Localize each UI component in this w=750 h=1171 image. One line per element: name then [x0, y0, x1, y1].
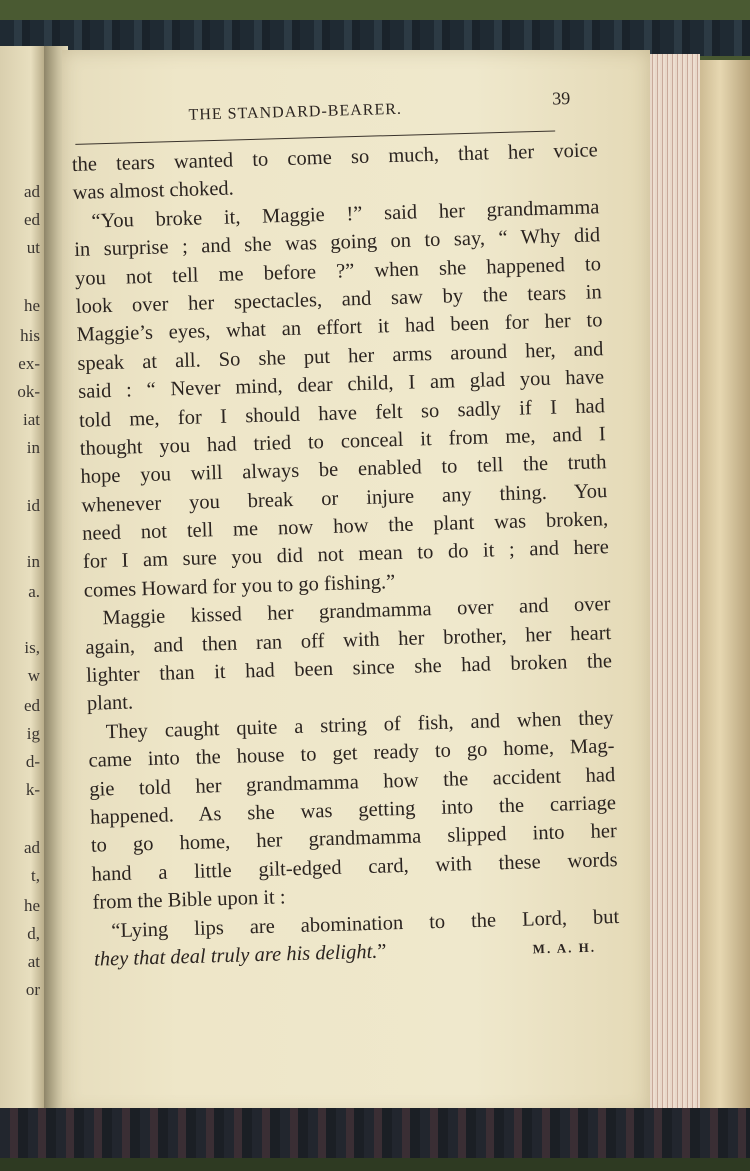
closing-quote-mark: ” — [377, 940, 387, 963]
text-line: plant. — [86, 691, 134, 716]
italic-scripture: they that deal truly are his delight. — [93, 940, 378, 971]
left-fragment: ut — [26, 238, 40, 257]
text-line: comes Howard for you to go fishing.” — [83, 570, 396, 602]
left-fragment: or — [25, 980, 40, 999]
text-line: Maggie kissed her grandmamma over and over — [102, 593, 611, 630]
text-line: whenever you break or injure any thing. You — [81, 479, 608, 517]
running-title: THE STANDARD-BEARER. — [188, 100, 403, 124]
text-line: They caught quite a string of fish, and when they — [105, 706, 614, 744]
text-line: for I am sure you did not mean to do it ; and here — [82, 536, 610, 574]
left-fragment: w — [27, 666, 40, 685]
left-fragment: a. — [28, 582, 40, 601]
left-fragment: in — [26, 552, 40, 571]
left-fragment: d, — [27, 924, 40, 943]
text-line: look over her spectacles, and saw by the tears in — [75, 281, 602, 318]
text-line: gie told her grandmamma how the accident had — [89, 763, 616, 801]
text-line: to go home, her grandmamma slipped into her — [90, 820, 618, 858]
text-line: was almost choked. — [72, 177, 235, 205]
left-fragment: he — [23, 296, 40, 315]
text-line: need not tell me now how the plant was broken, — [81, 508, 609, 545]
left-fragment: ed — [23, 210, 40, 229]
text-line: you not tell me before ?” when she happened to — [74, 252, 602, 290]
page-text-block — [70, 81, 634, 974]
endpaper — [700, 60, 750, 1120]
text-line: the tears wanted to come so much, that her voice — [71, 139, 599, 176]
text-line: lighter than it had been since she had broken the — [85, 650, 613, 687]
text-line: thought you had tried to conceal it from me, and I — [79, 423, 606, 460]
text-line: from the Bible upon it : — [92, 886, 286, 914]
text-line: Maggie’s eyes, what an effort it had been for her to — [76, 309, 603, 347]
page-edges — [650, 54, 700, 1118]
left-page-edge — [0, 46, 46, 1116]
left-fragment: ok- — [17, 382, 40, 401]
left-fragment: iat — [23, 410, 40, 429]
left-fragment: d- — [25, 752, 40, 771]
left-fragment: is, — [24, 638, 40, 657]
bottom-binding — [0, 1108, 750, 1158]
text-line: hand a little gilt-edged card, with these words — [91, 848, 618, 886]
text-line: said : “ Never mind, dear child, I am glad you have — [77, 366, 605, 404]
left-fragment: ed — [23, 696, 40, 715]
left-fragment: t, — [31, 866, 40, 885]
left-fragment: ig — [26, 724, 40, 743]
left-fragment: ad — [23, 838, 40, 857]
left-fragment: ex- — [18, 354, 40, 373]
left-fragment: id — [26, 496, 40, 515]
text-line: told me, for I should have felt so sadly if I had — [78, 394, 606, 432]
left-fragment: in — [26, 438, 40, 457]
text-line: in surprise ; and she was going on to say, “ Why did — [73, 224, 601, 262]
text-line: happened. As she was getting into the carriage — [89, 792, 617, 829]
body-text — [72, 136, 621, 974]
left-fragment: k- — [25, 780, 40, 799]
text-line: “Lying lips are abomination to the Lord, but — [111, 905, 620, 942]
text-line: came into the house to get ready to go home, Mag- — [88, 735, 615, 772]
author-signature: M. A. H. — [532, 939, 597, 957]
page-number: 39 — [551, 88, 571, 109]
left-fragment: at — [27, 952, 40, 971]
text-line: “You broke it, Maggie !” said her grandmamma — [91, 196, 600, 233]
left-fragment: ad — [23, 182, 40, 201]
text-line: hope you will always be enabled to tell the truth — [80, 451, 607, 489]
text-line: speak at all. So she put her arms around her, and — [77, 337, 604, 375]
left-fragment: he — [23, 896, 40, 915]
left-fragment: his — [20, 326, 40, 345]
text-line: again, and then ran off with her brother, her heart — [85, 621, 612, 659]
